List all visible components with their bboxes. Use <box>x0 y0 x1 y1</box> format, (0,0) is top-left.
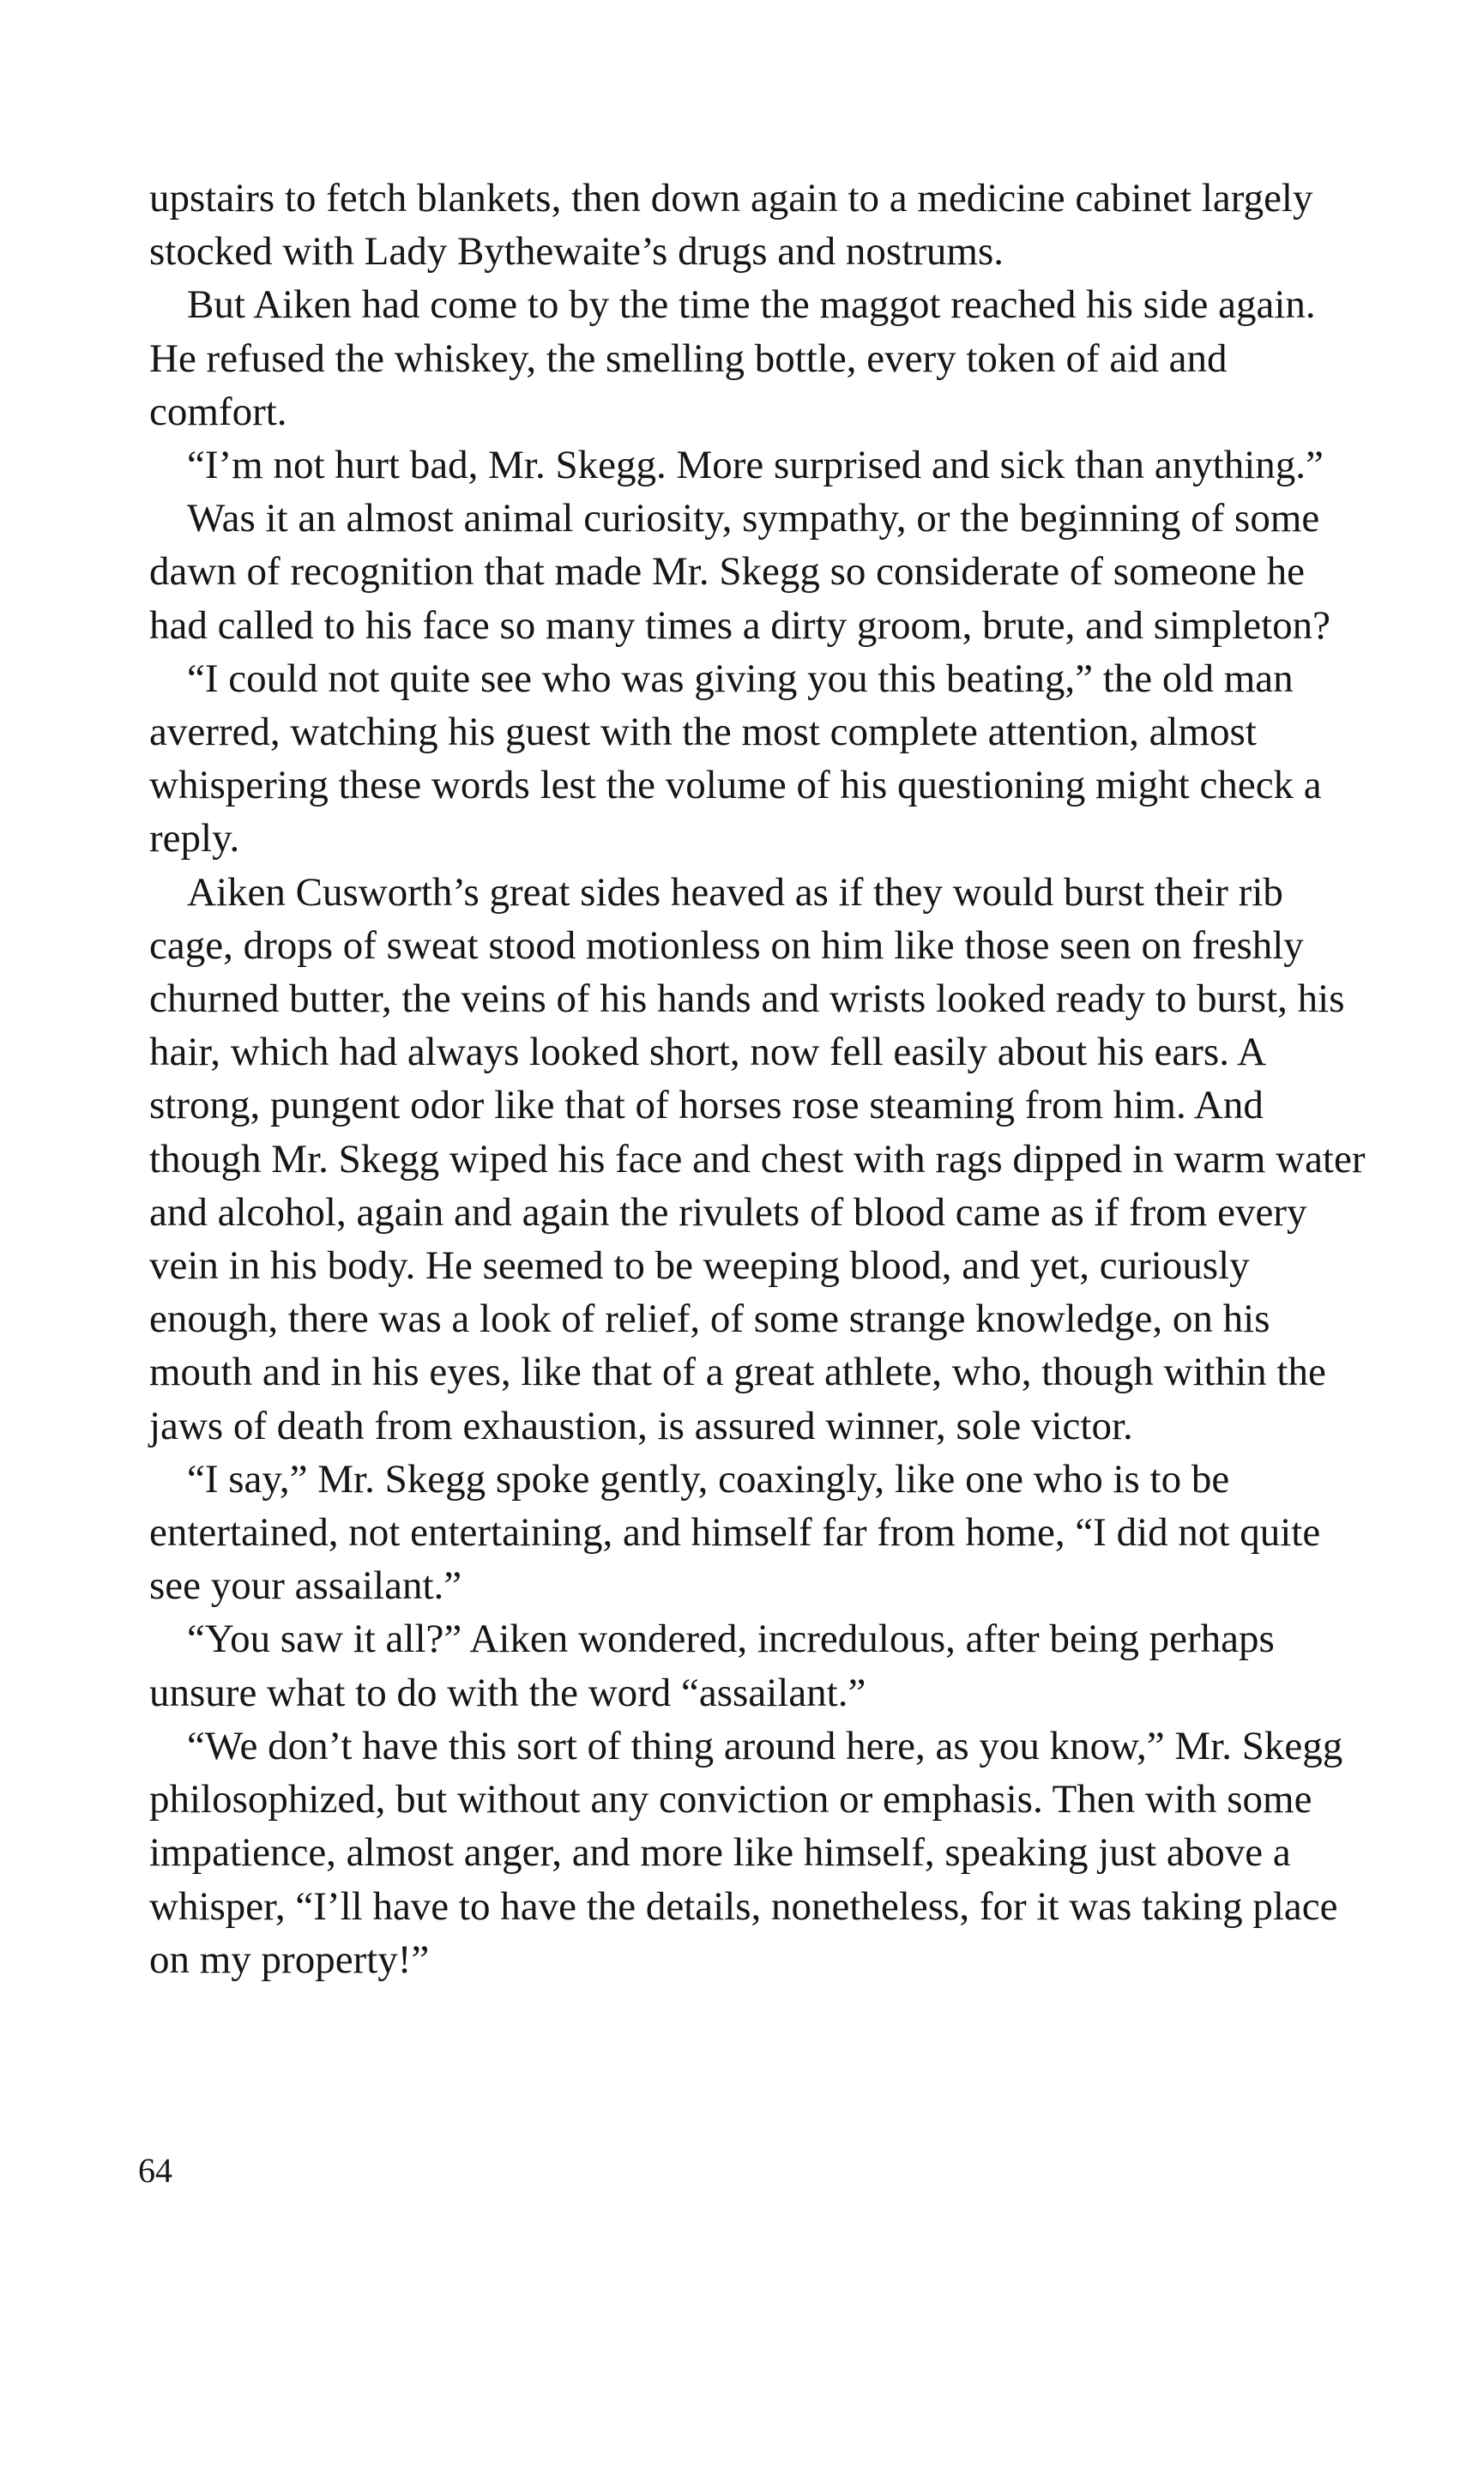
paragraph: But Aiken had come to by the time the maggot reached his side again. He refused the whiskey, the smelling bottle, every token of aid and comfort. <box>149 282 1316 434</box>
paragraph: “You saw it all?” Aiken wondered, incredulous, after being perhaps unsure what to do with the word “assailant.” <box>149 1617 1275 1715</box>
paragraph: upstairs to fetch blankets, then down again to a medicine cabinet largely stocked with Lady Bythewaite’s drugs and nostrums. <box>149 176 1313 275</box>
paragraph: Aiken Cusworth’s great sides heaved as if they would burst their rib cage, drops of sweat stood motionless on him like those seen on freshly churned butter, the veins of his hands and wrists looked ready to burst, his hair, which had always looked short, now fell easily about his ears. A strong, pungent odor like that of horses rose steaming from him. And though Mr. Skegg wiped his face and chest with rags dipped in warm water and alcohol, again and again the rivulets of blood came as if from every vein in his body. He seemed to be weeping blood, and yet, curiously enough, there was a look of relief, of some strange knowledge, on his mouth and in his eyes, like that of a great athlete, who, though within the jaws of death from exhaustion, is assured winner, sole victor. <box>149 869 1366 1448</box>
paragraph: “We don’t have this sort of thing around here, as you know,” Mr. Skegg philosophized, but without any conviction or emphasis. Then with some impatience, almost anger, and more like himself, speaking just above a whisper, “I’ll have to have the details, nonetheless, for it was taking place on my property!” <box>149 1723 1343 1982</box>
paragraph: “I’m not hurt bad, Mr. Skegg. More surprised and sick than anything.” <box>187 443 1324 488</box>
paragraph: Was it an almost animal curiosity, sympathy, or the beginning of some dawn of recognition that made Mr. Skegg so considerate of someone he had called to his face so many times a dirty groom, brute, and simpleton? <box>149 496 1330 648</box>
paragraph: “I say,” Mr. Skegg spoke gently, coaxingly, like one who is to be entertained, not entertaining, and himself far from home, “I did not quite see your assailant.” <box>149 1456 1321 1609</box>
paragraph: “I could not quite see who was giving you this beating,” the old man averred, watching his guest with the most complete attention, almost whispering these words lest the volume of his questioning might check a reply. <box>149 656 1322 861</box>
body-text <box>149 172 1367 1986</box>
page-number: 64 <box>138 2151 172 2190</box>
